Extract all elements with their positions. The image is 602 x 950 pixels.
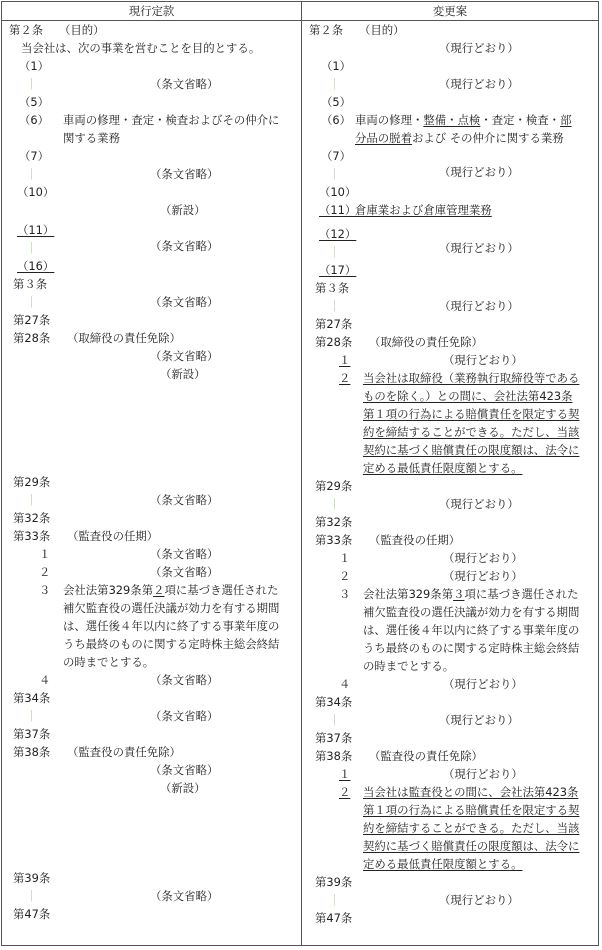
- unchanged-text: （現行どおり）: [443, 569, 523, 583]
- range-bar: ｜: [26, 241, 38, 255]
- range-bar: ｜: [26, 709, 38, 723]
- article-number: 第32条: [315, 515, 353, 529]
- amendment-comparison-table: [1, 1, 599, 946]
- omitted-text: （条文省略）: [150, 709, 219, 723]
- article-number: 第32条: [13, 511, 51, 525]
- new-text: （新設）: [160, 781, 206, 795]
- unchanged-text: （現行どおり）: [439, 497, 519, 511]
- unchanged-text: （現行どおり）: [443, 551, 523, 565]
- omitted-text: （条文省略）: [150, 547, 219, 561]
- article-number: 第47条: [315, 911, 353, 925]
- range-bar: ｜: [329, 245, 341, 259]
- article-number: 第29条: [13, 475, 51, 489]
- unchanged-text: （現行どおり）: [439, 299, 519, 313]
- article-number: 第33条: [13, 529, 51, 543]
- article-number: 第28条: [13, 331, 51, 345]
- item-text: 分品の脱着および その仲介に関する業務: [355, 131, 564, 145]
- range-bar: ｜: [26, 493, 38, 507]
- new-text: （新設）: [160, 367, 206, 381]
- item-number: （5）: [19, 95, 50, 109]
- article-number: 第29条: [315, 479, 353, 493]
- item-number: （17）: [319, 263, 357, 277]
- article-number: 第34条: [13, 691, 51, 705]
- article-heading: （監査役の任期）: [369, 533, 461, 547]
- item-number: （10）: [17, 185, 55, 199]
- omitted-text: （条文省略）: [150, 763, 219, 777]
- paragraph-number: １: [339, 767, 351, 781]
- range-bar: ｜: [26, 77, 38, 91]
- added-paragraph-text: 定める最低責任限度額とする。: [363, 857, 523, 871]
- new-text: （新設）: [160, 203, 206, 217]
- paragraph-text: うち最終のものに関する定時株主総会終結: [63, 637, 280, 651]
- item-number: （7）: [321, 149, 352, 163]
- article-number: 第38条: [315, 749, 353, 763]
- article-body: 当会社は、次の事業を営むことを目的とする。: [21, 41, 261, 55]
- unchanged-text: （現行どおり）: [439, 893, 519, 907]
- range-bar: ｜: [26, 295, 38, 309]
- paragraph-text: の時までとする。: [363, 659, 455, 673]
- paragraph-number: ２: [39, 565, 51, 579]
- item-number: （11）: [319, 203, 357, 217]
- added-paragraph-text: 第１項の行為による賠償責任を限定する契: [363, 407, 580, 421]
- article-number: 第33条: [315, 533, 353, 547]
- unchanged-text: （現行どおり）: [443, 767, 523, 781]
- unchanged-text: （現行どおり）: [439, 41, 519, 55]
- item-number: （16）: [17, 259, 55, 273]
- added-paragraph-text: ものを除く。）との間に、会社法第423条: [363, 389, 573, 403]
- added-paragraph-text: 契約に基づく賠償責任の限度額は、法令に: [363, 443, 580, 457]
- item-number: （1）: [19, 59, 50, 73]
- range-bar: ｜: [329, 77, 341, 91]
- range-bar: ｜: [329, 167, 341, 181]
- paragraph-number: ３: [339, 587, 351, 601]
- item-text: 関する業務: [63, 131, 120, 145]
- proposed-amendment-header: 変更案: [302, 2, 598, 21]
- unchanged-text: （現行どおり）: [439, 77, 519, 91]
- unchanged-text: （現行どおり）: [443, 353, 523, 367]
- unchanged-text: （現行どおり）: [439, 165, 519, 179]
- article-heading: （監査役の任期）: [67, 529, 159, 543]
- added-paragraph-text: 契約に基づく賠償責任の限度額は、法令に: [363, 839, 580, 853]
- paragraph-text: うち最終のものに関する定時株主総会終結: [363, 641, 580, 655]
- paragraph-number: １: [339, 353, 351, 367]
- article-heading: （目的）: [359, 23, 405, 37]
- item-number: （5）: [321, 95, 352, 109]
- article-number: 第２条: [309, 23, 344, 37]
- paragraph-text: の時までとする。: [63, 655, 155, 669]
- paragraph-number: ３: [39, 583, 51, 597]
- paragraph-text: は、選任後４年以内に終了する事業年度の: [63, 619, 280, 633]
- omitted-text: （条文省略）: [150, 889, 219, 903]
- paragraph-number: １: [39, 547, 51, 561]
- range-bar: ｜: [329, 299, 341, 313]
- unchanged-text: （現行どおり）: [443, 677, 523, 691]
- unchanged-text: （現行どおり）: [439, 241, 519, 255]
- article-heading: （目的）: [59, 23, 105, 37]
- paragraph-number: ４: [39, 673, 51, 687]
- paragraph-text: 補欠監査役の選任決議が効力を有する期間: [363, 605, 580, 619]
- range-bar: ｜: [26, 167, 38, 181]
- omitted-text: （条文省略）: [150, 239, 219, 253]
- article-number: 第34条: [315, 695, 353, 709]
- omitted-text: （条文省略）: [150, 349, 219, 363]
- added-text: 分品の脱着: [355, 131, 412, 145]
- article-number: 第27条: [13, 313, 51, 327]
- article-number: 第39条: [13, 871, 51, 885]
- omitted-text: （条文省略）: [150, 77, 219, 91]
- item-number: （6）: [19, 113, 50, 127]
- omitted-text: （条文省略）: [150, 167, 219, 181]
- added-item-text: 倉庫業および倉庫管理業務: [355, 203, 492, 217]
- item-text: 車両の修理・査定・検査およびその仲介に: [63, 113, 280, 127]
- item-number: （11）: [17, 223, 55, 237]
- range-bar: ｜: [329, 713, 341, 727]
- paragraph-number: ２: [339, 569, 351, 583]
- article-heading: （監査役の責任免除）: [369, 749, 483, 763]
- omitted-text: （条文省略）: [150, 565, 219, 579]
- added-paragraph-text: 約を締結することができる。ただし、当該: [363, 821, 580, 835]
- added-paragraph-text: 第１項の行為による賠償責任を限定する契: [363, 803, 580, 817]
- changed-number: ３: [453, 587, 465, 601]
- range-bar: ｜: [329, 893, 341, 907]
- added-text: 整備・点検: [423, 113, 481, 127]
- article-number: 第38条: [13, 745, 51, 759]
- unchanged-text: （現行どおり）: [439, 713, 519, 727]
- changed-number: ２: [153, 583, 165, 597]
- paragraph-number: ４: [339, 677, 351, 691]
- article-number: 第37条: [315, 731, 353, 745]
- article-number: 第27条: [315, 317, 353, 331]
- current-articles-header: 現行定款: [2, 2, 301, 21]
- article-number: 第３条: [315, 281, 350, 295]
- paragraph-text: 会社法第329条第３項に基づき選任された: [363, 587, 579, 601]
- item-text: 車両の修理・整備・点検・査定・検査・部: [355, 113, 572, 127]
- article-heading: （取締役の責任免除）: [369, 335, 483, 349]
- added-paragraph-text: 当会社は取締役（業務執行取締役等である: [363, 371, 580, 385]
- range-bar: ｜: [329, 497, 341, 511]
- paragraph-number: １: [339, 551, 351, 565]
- item-number: （12）: [319, 227, 357, 241]
- paragraph-text: は、選任後４年以内に終了する事業年度の: [363, 623, 580, 637]
- article-number: 第39条: [315, 875, 353, 889]
- item-number: （10）: [319, 185, 357, 199]
- added-paragraph-text: 約を締結することができる。ただし、当該: [363, 425, 580, 439]
- paragraph-number: ２: [339, 371, 351, 385]
- omitted-text: （条文省略）: [150, 673, 219, 687]
- article-number: 第２条: [9, 23, 44, 37]
- article-heading: （取締役の責任免除）: [67, 331, 181, 345]
- added-text: 部: [560, 113, 572, 127]
- item-number: （1）: [321, 59, 352, 73]
- omitted-text: （条文省略）: [150, 295, 219, 309]
- paragraph-number: ２: [339, 785, 351, 799]
- article-number: 第47条: [13, 907, 51, 921]
- article-number: 第37条: [13, 727, 51, 741]
- paragraph-text: 会社法第329条第２項に基づき選任された: [63, 583, 279, 597]
- article-number: 第28条: [315, 335, 353, 349]
- article-number: 第３条: [13, 277, 48, 291]
- item-number: （6）: [321, 113, 352, 127]
- range-bar: ｜: [26, 889, 38, 903]
- item-number: （7）: [19, 149, 50, 163]
- omitted-text: （条文省略）: [150, 493, 219, 507]
- added-paragraph-text: 定める最低責任限度額とする。: [363, 461, 523, 475]
- column-divider: [301, 2, 302, 945]
- paragraph-text: 補欠監査役の選任決議が効力を有する期間: [63, 601, 280, 615]
- added-paragraph-text: 当会社は監査役との間に、会社法第423条: [363, 785, 579, 799]
- article-heading: （監査役の責任免除）: [67, 745, 181, 759]
